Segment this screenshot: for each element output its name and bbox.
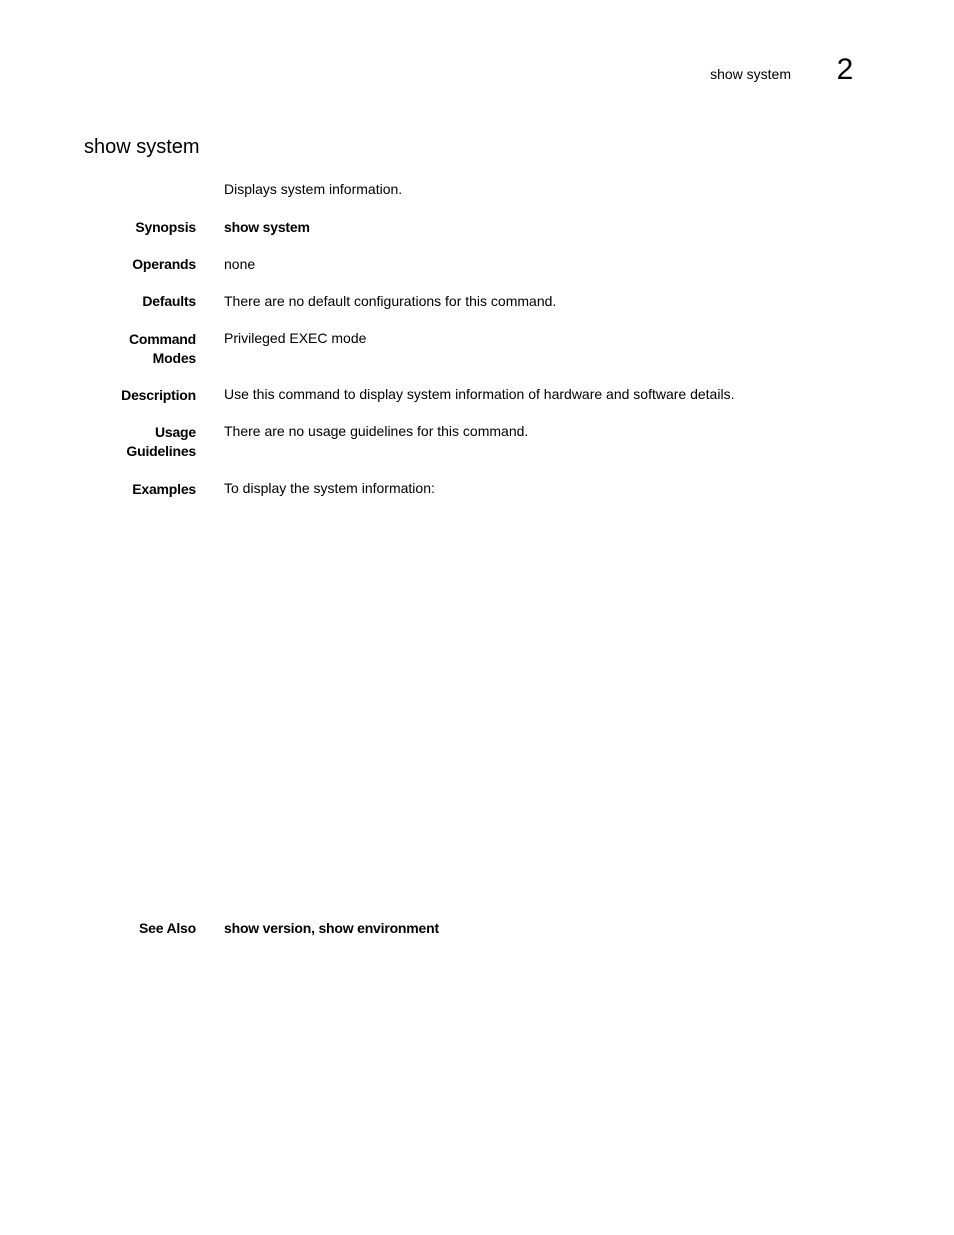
defaults-label: Defaults [142, 293, 196, 309]
description-label: Description [121, 387, 196, 403]
see-also-label: See Also [138, 920, 196, 936]
running-title: show system [710, 66, 791, 82]
usage-guidelines-value: There are no usage guidelines for this command. [224, 423, 529, 439]
examples-value: To display the system information: [224, 480, 435, 496]
synopsis-value: show system [224, 219, 310, 235]
operands-value: none [224, 256, 256, 272]
see-also-value[interactable]: show version, show environment [224, 920, 439, 936]
page-title: show system [84, 136, 200, 158]
usage-guidelines-label: Usage Guidelines [126, 424, 196, 459]
command-modes-value: Privileged EXEC mode [224, 330, 367, 346]
chapter-number: 2 [836, 53, 854, 86]
command-modes-label: Command Modes [128, 331, 196, 366]
synopsis-label: Synopsis [135, 219, 196, 235]
examples-label: Examples [132, 481, 196, 497]
defaults-value: There are no default configurations for this command. [224, 293, 557, 309]
description-value: Use this command to display system information of hardware and software details. [224, 386, 735, 402]
operands-label: Operands [132, 256, 196, 272]
intro-text: Displays system information. [224, 181, 403, 197]
